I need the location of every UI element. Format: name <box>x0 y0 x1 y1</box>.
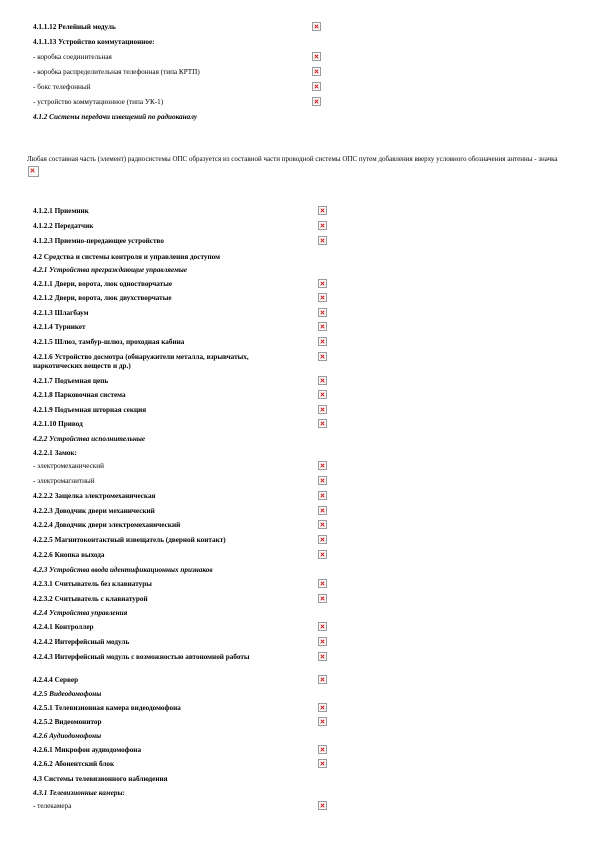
broken-image-icon <box>318 206 327 215</box>
item-4-2-1-6 <box>33 352 333 374</box>
broken-image-icon <box>318 675 327 684</box>
item-label: 4.2.4.3 Интерфейсный модуль с возможностью автономной работы <box>33 653 250 661</box>
broken-image-icon <box>318 594 327 603</box>
broken-image-icon <box>28 166 39 177</box>
section-heading-item-4-2-2 <box>33 434 333 448</box>
item-4-2-1-5 <box>33 337 333 351</box>
item-4-2-4-1 <box>33 622 333 636</box>
broken-image-icon <box>318 221 327 230</box>
item-4-2-4-4 <box>33 675 333 689</box>
item-bullet-3 <box>33 67 333 81</box>
item-label: 4.3 Системы телевизионного наблюдения <box>33 775 168 783</box>
item-4-2-2-5 <box>33 535 333 549</box>
item-4-1-2-1 <box>33 206 333 220</box>
broken-image-icon <box>312 67 321 76</box>
item-label: 4.2.2.3 Доводчик двери механический <box>33 507 155 515</box>
item-label: 4.3.1 Телевизионные камеры: <box>33 789 125 797</box>
section-heading-item-4-2-5 <box>33 689 333 703</box>
item-label: 4.2.1.1 Двери, ворота, люк одностворчатые <box>33 280 173 288</box>
section-heading-item-4-2-1 <box>33 265 333 279</box>
item-label: 4.2.3 Устройства ввода идентификационных признаков <box>33 566 213 574</box>
broken-image-icon <box>318 293 327 302</box>
item-4-2-3-2 <box>33 594 333 608</box>
item-bullet-40 <box>33 801 333 815</box>
broken-image-icon <box>318 476 327 485</box>
item-label: 4.2 Средства и системы контроля и управления доступом <box>33 253 220 261</box>
item-4-2-1-1 <box>33 279 333 293</box>
item-label: - электромагнитный <box>33 477 95 485</box>
item-label: 4.2.3.2 Считыватель с клавиатурой <box>33 595 148 603</box>
broken-image-icon <box>318 506 327 515</box>
item-4-2-2-2 <box>33 491 333 505</box>
item-4-2 <box>33 252 333 266</box>
item-label: 4.1.1.12 Релейный модуль <box>33 23 116 31</box>
item-4-2-6-1 <box>33 745 333 759</box>
broken-image-icon <box>318 535 327 544</box>
broken-image-icon <box>318 322 327 331</box>
broken-image-icon <box>318 717 327 726</box>
item-label: - коробка распределительная телефонная (типа КРТП) <box>33 68 200 76</box>
item-label: 4.2.5.2 Видеомонитор <box>33 718 102 726</box>
item-label: 4.1.2.3 Приемно-передающее устройство <box>33 237 164 245</box>
item-label: 4.2.1.8 Парковочная система <box>33 391 126 399</box>
item-label: - бокс телефонный <box>33 83 91 91</box>
item-4-2-1-8 <box>33 390 333 404</box>
item-label: 4.2.4 Устройства управления <box>33 609 128 617</box>
broken-image-icon <box>318 550 327 559</box>
broken-image-icon <box>318 622 327 631</box>
antenna-note-paragraph <box>27 153 567 180</box>
item-label: 4.2.1 Устройства преграждающие управляемые <box>33 266 188 274</box>
item-label: 4.2.2.1 Замок: <box>33 449 77 457</box>
broken-image-icon <box>318 236 327 245</box>
item-4-2-6-2 <box>33 759 333 773</box>
item-bullet-2 <box>33 52 333 66</box>
item-label: 4.1.2.2 Передатчик <box>33 222 94 230</box>
item-4-2-2-1 <box>33 448 333 462</box>
item-4-2-1-3 <box>33 308 333 322</box>
broken-image-icon <box>318 461 327 470</box>
broken-image-icon <box>318 390 327 399</box>
paragraph-text: Любая составная часть (элемент) радиосистемы ОПС образуется из составной части проводной системы ОПС путем добавления вверху условного обозначения антенны - значка <box>27 155 558 163</box>
item-label: 4.2.1.7 Подъемная цепь <box>33 377 109 385</box>
broken-image-icon <box>318 279 327 288</box>
broken-image-icon <box>318 337 327 346</box>
item-label: 4.1.2.1 Приемник <box>33 207 89 215</box>
broken-image-icon <box>318 419 327 428</box>
broken-image-icon <box>312 97 321 106</box>
item-4-2-2-6 <box>33 550 333 564</box>
broken-image-icon <box>318 579 327 588</box>
broken-image-icon <box>312 82 321 91</box>
item-4-1-2-2 <box>33 221 333 235</box>
item-label: 4.2.1.10 Привод <box>33 420 83 428</box>
broken-image-icon <box>318 520 327 529</box>
item-label: 4.2.1.2 Двери, ворота, люк двухстворчатые <box>33 294 172 302</box>
item-label: 4.2.1.9 Подъемная шторная секция <box>33 406 147 414</box>
broken-image-icon <box>318 759 327 768</box>
item-label: 4.2.2.4 Доводчик двери электромеханический <box>33 521 181 529</box>
item-label: 4.2.4.1 Контроллер <box>33 623 94 631</box>
broken-image-icon <box>318 308 327 317</box>
item-4-2-1-7 <box>33 376 333 390</box>
broken-image-icon <box>318 491 327 500</box>
item-label: 4.2.2.2 Защелка электромеханическая <box>33 492 156 500</box>
item-4-2-2-3 <box>33 506 333 520</box>
item-4-2-5-2 <box>33 717 333 731</box>
item-4-2-1-2 <box>33 293 333 307</box>
item-4-1-2-3 <box>33 236 333 250</box>
item-bullet-18 <box>33 476 333 490</box>
item-label: - устройство коммутационное (типа УК-1) <box>33 98 164 106</box>
section-heading-item-4-2-4 <box>33 608 333 622</box>
item-label: 4.2.6.2 Абонентский блок <box>33 760 115 768</box>
item-4-2-4-2 <box>33 637 333 651</box>
broken-image-icon <box>318 637 327 646</box>
item-4-2-1-9 <box>33 405 333 419</box>
item-label: 4.2.2.5 Магнитоконтактный извещатель (дверной контакт) <box>33 536 226 544</box>
item-label: 4.1.2 Системы передачи извещений по радиоканалу <box>33 113 198 121</box>
item-label: 4.2.2.6 Кнопка выхода <box>33 551 105 559</box>
section-heading-item-4-2-6 <box>33 731 333 745</box>
section-heading-item-4-3-1 <box>33 788 333 802</box>
item-bullet-5 <box>33 97 333 111</box>
item-4-2-1-4 <box>33 322 333 336</box>
item-label: 4.2.1.5 Шлюз, тамбур-шлюз, проходная кабина <box>33 338 185 346</box>
item-label: - электромеханический <box>33 462 104 470</box>
item-label: 4.2.1.3 Шлагбаум <box>33 309 89 317</box>
item-label: - телекамера <box>33 802 72 810</box>
item-label: 4.2.5 Видеодомофоны <box>33 690 102 698</box>
item-bullet-17 <box>33 461 333 475</box>
section-heading-item-4-1-2 <box>33 112 333 126</box>
item-label: 4.2.3.1 Считыватель без клавиатуры <box>33 580 152 588</box>
item-label: 4.2.5.1 Телевизионная камера видеодомофона <box>33 704 181 712</box>
item-label: 4.2.4.4 Сервер <box>33 676 79 684</box>
section-heading-item-4-2-3 <box>33 565 333 579</box>
broken-image-icon <box>318 745 327 754</box>
item-label: 4.2.6.1 Микрофон аудиодомофона <box>33 746 142 754</box>
broken-image-icon <box>318 405 327 414</box>
broken-image-icon <box>318 652 327 661</box>
broken-image-icon <box>318 352 327 361</box>
item-4-2-5-1 <box>33 703 333 717</box>
item-4-2-3-1 <box>33 579 333 593</box>
item-label: 4.2.2 Устройства исполнительные <box>33 435 146 443</box>
broken-image-icon <box>312 22 321 31</box>
item-label: 4.2.1.6 Устройство досмотра (обнаружители металла, взрывчатых, наркотических веществ и др.) <box>33 353 249 370</box>
broken-image-icon <box>318 801 327 810</box>
item-bullet-4 <box>33 82 333 96</box>
broken-image-icon <box>318 703 327 712</box>
item-4-2-4-3 <box>33 652 333 674</box>
item-label: 4.2.1.4 Турникет <box>33 323 86 331</box>
broken-image-icon <box>318 376 327 385</box>
item-4-1-1-12 <box>33 22 333 36</box>
item-4-1-1-13 <box>33 37 333 51</box>
item-4-2-2-4 <box>33 520 333 534</box>
item-4-2-1-10 <box>33 419 333 433</box>
item-label: 4.1.1.13 Устройство коммутационное: <box>33 38 155 46</box>
item-label: 4.2.4.2 Интерфейсный модуль <box>33 638 130 646</box>
item-label: - коробка соединительная <box>33 53 112 61</box>
broken-image-icon <box>312 52 321 61</box>
item-4-3 <box>33 774 333 788</box>
item-label: 4.2.6 Аудиодомофоны <box>33 732 102 740</box>
